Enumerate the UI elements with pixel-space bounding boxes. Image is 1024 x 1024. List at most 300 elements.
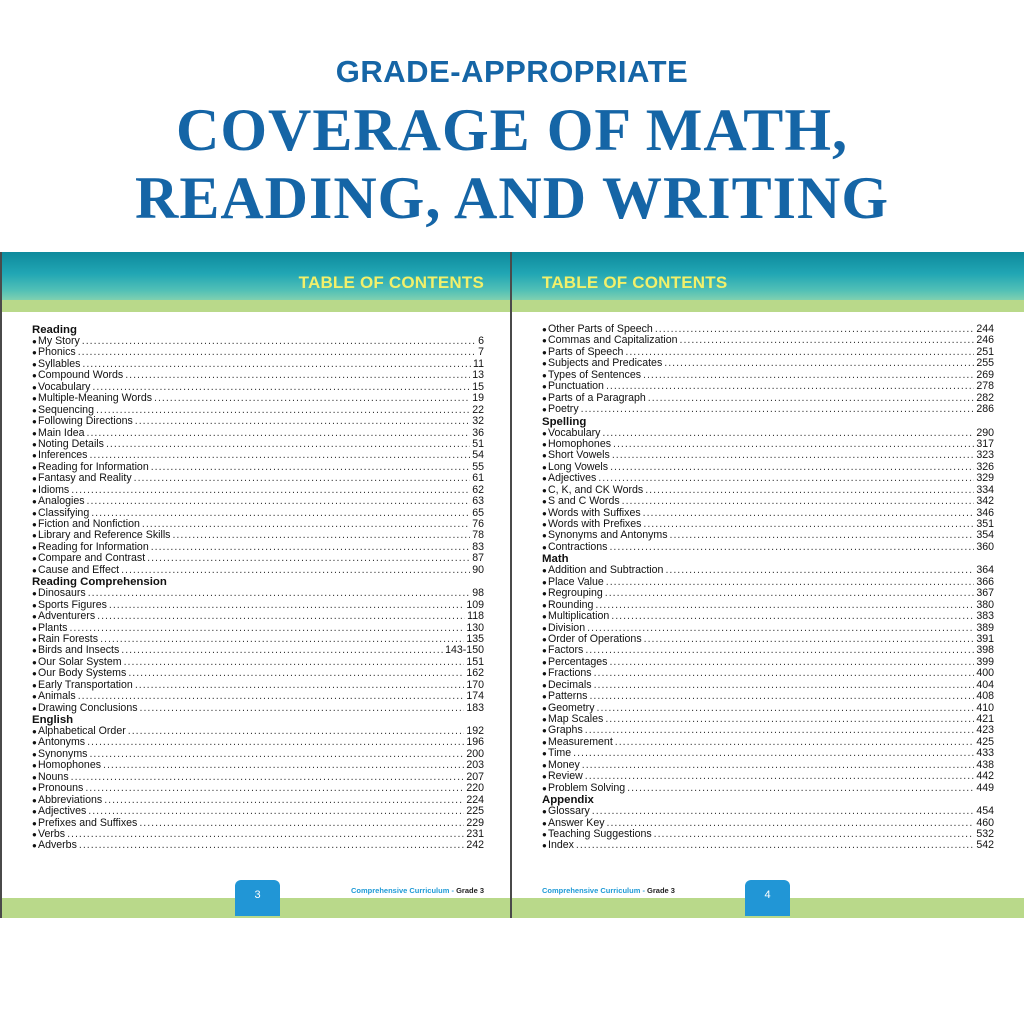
footer-title: Comprehensive Curriculum (351, 886, 450, 895)
dot-leader (69, 623, 464, 634)
toc-entry-label: Synonyms (38, 747, 88, 760)
toc-entry-label: Fractions (548, 667, 592, 680)
toc-entry-page: 7 (478, 346, 484, 359)
dot-leader (67, 829, 464, 840)
toc-entry-label: Measurement (548, 735, 613, 748)
page-number: 3 (235, 880, 280, 916)
toc-entry (32, 829, 484, 840)
toc-entry-page: 460 (976, 816, 994, 829)
toc-entry-label: Fiction and Nonfiction (38, 518, 140, 530)
toc-entry-label: Multiple-Meaning Words (38, 392, 153, 405)
toc-entry-page: 421 (976, 713, 994, 725)
header-rule (512, 300, 1024, 312)
toc-entry (32, 370, 484, 381)
toc-entry-page: 207 (466, 770, 484, 783)
bullet-icon: ● (32, 348, 37, 358)
toc-entry-page: 400 (976, 667, 994, 680)
toc-section-heading: English (32, 714, 74, 726)
toc-entry-page: 231 (466, 827, 484, 840)
dot-leader (594, 668, 975, 679)
toc-entry-label: Classifying (38, 506, 90, 519)
toc-entry-page: 329 (976, 472, 994, 485)
toc-entry (542, 496, 994, 507)
dot-leader (644, 634, 975, 645)
bullet-icon: ● (542, 600, 547, 610)
footer-separator: - (642, 886, 645, 895)
dot-leader (585, 645, 974, 656)
toc-entry-page: 433 (976, 747, 994, 760)
toc-entry-label: Commas and Capitalization (548, 334, 678, 347)
toc-entry-label: Place Value (548, 575, 604, 588)
toc-section-heading: Appendix (542, 794, 594, 807)
toc-entry-label: Adventurers (38, 610, 96, 623)
toc-entry-label: Synonyms and Antonyms (548, 529, 668, 542)
bullet-icon: ● (32, 417, 37, 427)
dot-leader (100, 634, 464, 645)
toc-entry (32, 393, 484, 404)
bullet-icon: ● (32, 462, 37, 472)
headline-line-2: COVERAGE OF MATH, (176, 97, 848, 163)
dot-leader (104, 795, 464, 806)
toc-entry (542, 600, 994, 611)
toc-entry-page: 399 (976, 655, 994, 668)
bullet-icon: ● (32, 646, 37, 656)
bullet-icon: ● (542, 542, 547, 552)
toc-list-left (32, 324, 484, 852)
toc-entry-page: 366 (976, 575, 994, 588)
toc-entry-label: Regrouping (548, 587, 603, 600)
dot-leader (664, 358, 974, 369)
toc-entry-page: 98 (472, 587, 484, 600)
toc-entry-page: 410 (976, 701, 994, 714)
dot-leader (582, 760, 975, 771)
toc-entry (32, 600, 484, 611)
headline-line-3: READING, AND WRITING (134, 165, 889, 231)
dot-leader (151, 542, 470, 553)
bullet-icon: ● (542, 783, 547, 793)
dot-leader (607, 818, 975, 829)
toc-entry-page: 282 (976, 391, 994, 404)
toc-entry-page: 334 (976, 483, 994, 496)
toc-entry-page: 404 (976, 678, 994, 691)
toc-entry (32, 726, 484, 737)
toc-entry-label: Long Vowels (548, 460, 609, 473)
toc-entry-page: 15 (472, 380, 484, 393)
bullet-icon: ● (32, 531, 37, 541)
bullet-icon: ● (32, 807, 37, 817)
toc-entry-page: 244 (976, 323, 994, 335)
toc-entry (32, 588, 484, 599)
toc-entry-label: Poetry (548, 403, 579, 416)
bullet-icon: ● (32, 337, 37, 346)
footer-title: Comprehensive Curriculum (542, 886, 641, 895)
toc-entry-page: 360 (976, 540, 994, 553)
book-spread (0, 252, 1024, 918)
dot-leader (82, 336, 476, 347)
toc-entry-label: Other Parts of Speech (548, 323, 653, 335)
dot-leader (147, 553, 470, 564)
toc-entry-label: Map Scales (548, 713, 604, 725)
dot-leader (103, 760, 464, 771)
bullet-icon: ● (542, 531, 547, 541)
dot-leader (139, 818, 464, 829)
dot-leader (594, 680, 975, 691)
toc-entry-label: Fantasy and Reality (38, 472, 132, 485)
bullet-icon: ● (542, 680, 547, 690)
toc-entry-label: Dinosaurs (38, 587, 86, 600)
headline-line-1: GRADE-APPROPRIATE (335, 54, 689, 89)
toc-entry-page: 354 (976, 529, 994, 542)
dot-leader (665, 565, 974, 576)
toc-entry-page: 383 (976, 610, 994, 623)
toc-entry-label: Contractions (548, 540, 608, 553)
toc-entry (542, 657, 994, 668)
bullet-icon: ● (32, 795, 37, 805)
bullet-icon: ● (542, 405, 547, 415)
toc-entry (542, 771, 994, 782)
toc-entry-label: Parts of a Paragraph (548, 391, 646, 404)
bullet-icon: ● (32, 451, 37, 461)
toc-entry-label: Types of Sentences (548, 368, 642, 381)
page-number: 4 (745, 880, 790, 916)
toc-entry-label: Order of Operations (548, 632, 642, 645)
dot-leader (79, 840, 464, 851)
toc-entry-page: 19 (472, 392, 484, 405)
toc-title: TABLE OF CONTENTS (542, 273, 728, 292)
dot-leader (598, 473, 974, 484)
toc-entry-label: C, K, and CK Words (548, 483, 644, 496)
toc-entry-label: Rain Forests (38, 632, 99, 645)
bullet-icon: ● (32, 829, 37, 839)
toc-entry-label: Main Idea (38, 426, 85, 439)
toc-entry-label: Antonyms (38, 736, 86, 749)
toc-entry (542, 611, 994, 622)
toc-entry-page: 61 (472, 472, 484, 485)
dot-leader (597, 703, 975, 714)
dot-leader (643, 519, 974, 530)
toc-entry-page: 438 (976, 758, 994, 771)
bullet-icon: ● (542, 508, 547, 518)
bullet-icon: ● (542, 497, 547, 507)
dot-leader (585, 725, 975, 736)
bullet-icon: ● (542, 566, 547, 576)
toc-entry (542, 737, 994, 748)
bullet-icon: ● (542, 382, 547, 392)
dot-leader (592, 806, 975, 817)
toc-entry (542, 783, 994, 794)
toc-entry (32, 347, 484, 358)
toc-entry-page: 54 (472, 449, 484, 462)
footer-credit (542, 886, 675, 895)
toc-entry (542, 703, 994, 714)
bullet-icon: ● (542, 370, 547, 380)
toc-entry-label: Division (548, 621, 586, 634)
toc-entry-label: Punctuation (548, 380, 604, 393)
toc-entry-label: Homophones (38, 759, 102, 772)
toc-list-right (542, 324, 994, 852)
dot-leader (134, 473, 471, 484)
toc-entry-page: 51 (472, 437, 484, 450)
dot-leader (611, 611, 974, 622)
toc-entry-label: Percentages (548, 655, 608, 668)
toc-entry-label: Sports Figures (38, 598, 107, 611)
toc-entry-label: Noting Details (38, 437, 104, 450)
dot-leader (85, 783, 464, 794)
toc-entry (32, 485, 484, 496)
dot-leader (595, 600, 974, 611)
toc-entry-page: 532 (976, 827, 994, 840)
toc-entry (542, 530, 994, 541)
toc-entry-page: 183 (466, 701, 484, 714)
toc-entry (542, 829, 994, 840)
dot-leader (585, 771, 975, 782)
dot-leader (615, 737, 975, 748)
toc-entry-label: Nouns (38, 770, 69, 783)
toc-entry (542, 748, 994, 759)
bullet-icon: ● (32, 657, 37, 667)
toc-entry (542, 634, 994, 645)
toc-entry-page: 90 (472, 563, 484, 576)
toc-entry-page: 83 (472, 540, 484, 553)
toc-entry-label: Alphabetical Order (38, 725, 126, 737)
toc-entry-label: Time (548, 747, 572, 760)
toc-entry-label: S and C Words (548, 495, 620, 508)
toc-entry-page: 203 (466, 759, 484, 772)
toc-entry-page: 170 (466, 678, 484, 691)
toc-entry (542, 393, 994, 404)
toc-entry-page: 391 (976, 632, 994, 645)
bullet-icon: ● (542, 623, 547, 633)
bullet-icon: ● (32, 497, 37, 507)
toc-entry-label: Review (548, 770, 583, 783)
toc-entry-page: 346 (976, 506, 994, 519)
bullet-icon: ● (542, 520, 547, 529)
bullet-icon: ● (542, 451, 547, 461)
toc-entry-label: Verbs (38, 827, 66, 840)
dot-leader (106, 439, 470, 450)
toc-entry-label: Words with Suffixes (548, 506, 641, 519)
bullet-icon: ● (32, 394, 37, 404)
bullet-icon: ● (32, 749, 37, 759)
toc-entry-page: 242 (466, 839, 484, 852)
bullet-icon: ● (542, 428, 547, 438)
footer-grade: Grade 3 (647, 886, 675, 895)
toc-entry (32, 840, 484, 851)
bullet-icon: ● (32, 439, 37, 449)
dot-leader (172, 530, 470, 541)
dot-leader (589, 691, 974, 702)
toc-entry (542, 565, 994, 576)
bullet-icon: ● (32, 554, 37, 564)
toc-entry-page: 151 (466, 655, 484, 668)
dot-leader (140, 703, 465, 714)
dot-leader (124, 657, 465, 668)
toc-entry-label: Answer Key (548, 816, 605, 829)
dot-leader (643, 370, 974, 381)
dot-leader (82, 359, 471, 370)
toc-entry-label: Syllables (38, 357, 81, 370)
toc-entry (542, 840, 994, 851)
toc-entry-label: Cause and Effect (38, 563, 120, 576)
toc-entry-page: 246 (976, 334, 994, 347)
toc-entry-page: 425 (976, 735, 994, 748)
toc-entry-label: Reading for Information (38, 540, 149, 553)
bullet-icon: ● (542, 577, 547, 587)
bullet-icon: ● (542, 749, 547, 759)
bullet-icon: ● (542, 325, 547, 334)
toc-entry-page: 87 (472, 552, 484, 565)
toc-entry-page: 454 (976, 805, 994, 818)
bullet-icon: ● (32, 428, 37, 438)
toc-entry-page: 220 (466, 782, 484, 795)
toc-entry-page: 380 (976, 598, 994, 611)
toc-entry-page: 286 (976, 403, 994, 416)
dot-leader (645, 485, 974, 496)
bullet-icon: ● (32, 623, 37, 633)
bullet-icon: ● (32, 727, 37, 736)
dot-leader (573, 748, 974, 759)
bullet-icon: ● (542, 634, 547, 644)
toc-entry-page: 135 (466, 632, 484, 645)
dot-leader (625, 347, 974, 358)
toc-entry-page: 351 (976, 518, 994, 530)
dot-leader (581, 404, 975, 415)
toc-entry-page: 36 (472, 426, 484, 439)
bullet-icon: ● (32, 485, 37, 495)
dot-leader (627, 783, 974, 794)
toc-entry (542, 473, 994, 484)
toc-section-heading: Reading Comprehension (32, 576, 167, 589)
toc-entry-label: Addition and Subtraction (548, 564, 664, 577)
dot-leader (121, 565, 470, 576)
toc-entry-page: 255 (976, 357, 994, 370)
bullet-icon: ● (32, 405, 37, 415)
toc-entry (542, 542, 994, 553)
toc-entry-page: 32 (472, 415, 484, 428)
bullet-icon: ● (542, 669, 547, 679)
toc-entry-page: 389 (976, 621, 994, 634)
toc-entry-label: Compound Words (38, 369, 124, 382)
toc-entry (32, 818, 484, 829)
toc-entry-label: Homophones (548, 437, 612, 450)
toc-entry (542, 645, 994, 656)
dot-leader (605, 714, 974, 725)
header-rule (2, 300, 512, 312)
dot-leader (609, 542, 974, 553)
toc-entry-page: 278 (976, 380, 994, 393)
toc-section-heading: Spelling (542, 415, 587, 428)
dot-leader (71, 772, 465, 783)
toc-entry-page: 55 (472, 460, 484, 473)
dot-leader (91, 508, 470, 519)
bullet-icon: ● (542, 612, 547, 622)
toc-entry-page: 342 (976, 495, 994, 508)
bullet-icon: ● (542, 818, 547, 828)
dot-leader (97, 611, 465, 622)
toc-entry-label: Problem Solving (548, 781, 626, 794)
toc-entry-page: 78 (472, 529, 484, 542)
dot-leader (87, 737, 464, 748)
toc-entry-label: Money (548, 758, 580, 771)
dot-leader (606, 381, 974, 392)
toc-entry-label: Our Body Systems (38, 667, 127, 680)
toc-entry (32, 795, 484, 806)
toc-entry-page: 162 (466, 667, 484, 680)
toc-entry (542, 760, 994, 771)
dot-leader (109, 600, 464, 611)
toc-entry (32, 680, 484, 691)
toc-entry (32, 691, 484, 702)
toc-entry-label: Short Vowels (548, 449, 610, 462)
toc-entry-page: 109 (466, 598, 484, 611)
toc-entry-label: Words with Prefixes (548, 518, 642, 530)
toc-entry-label: Patterns (548, 690, 588, 703)
dot-leader (612, 450, 974, 461)
toc-entry-label: Pronouns (38, 782, 84, 795)
dot-leader (88, 806, 464, 817)
toc-entry-label: Drawing Conclusions (38, 701, 138, 714)
bullet-icon: ● (542, 485, 547, 495)
toc-entry-label: Idioms (38, 483, 70, 496)
bullet-icon: ● (32, 841, 37, 851)
bullet-icon: ● (32, 371, 37, 381)
toc-entry-page: 11 (473, 357, 484, 370)
toc-entry (542, 462, 994, 473)
toc-entry-label: Plants (38, 621, 68, 634)
toc-entry-page: 63 (472, 495, 484, 508)
toc-entry-page: 143-150 (445, 644, 484, 657)
toc-section-heading: Reading (32, 324, 77, 336)
dot-leader (121, 645, 443, 656)
toc-entry (32, 772, 484, 783)
dot-leader (680, 335, 975, 346)
bullet-icon: ● (542, 393, 547, 403)
toc-page-left (0, 252, 512, 918)
toc-entry-page: 323 (976, 449, 994, 462)
toc-entry-page: 364 (976, 564, 994, 577)
toc-entry-page: 118 (467, 610, 484, 623)
dot-leader (622, 496, 975, 507)
dot-leader (151, 462, 470, 473)
toc-entry (542, 668, 994, 679)
bullet-icon: ● (542, 841, 547, 851)
bullet-icon: ● (32, 818, 37, 828)
toc-entry-page: 317 (976, 437, 994, 450)
toc-entry-label: Graphs (548, 724, 583, 737)
bullet-icon: ● (542, 772, 547, 782)
toc-entry (32, 668, 484, 679)
toc-entry-page: 449 (976, 781, 994, 794)
toc-entry-page: 174 (466, 690, 484, 703)
toc-entry-label: Abbreviations (38, 793, 103, 806)
toc-entry-label: Vocabulary (38, 380, 91, 393)
toc-entry-label: Vocabulary (548, 426, 601, 439)
bullet-icon: ● (32, 692, 37, 702)
dot-leader (643, 508, 975, 519)
dot-leader (78, 347, 476, 358)
bullet-icon: ● (32, 520, 37, 529)
toc-entry-label: Decimals (548, 678, 592, 691)
toc-entry-label: Adverbs (38, 839, 77, 852)
bullet-icon: ● (542, 657, 547, 667)
dot-leader (135, 416, 470, 427)
bullet-icon: ● (32, 542, 37, 552)
toc-entry (32, 760, 484, 771)
bullet-icon: ● (542, 646, 547, 656)
toc-entry-label: Compare and Contrast (38, 552, 146, 565)
toc-entry (32, 565, 484, 576)
dot-leader (128, 726, 465, 737)
